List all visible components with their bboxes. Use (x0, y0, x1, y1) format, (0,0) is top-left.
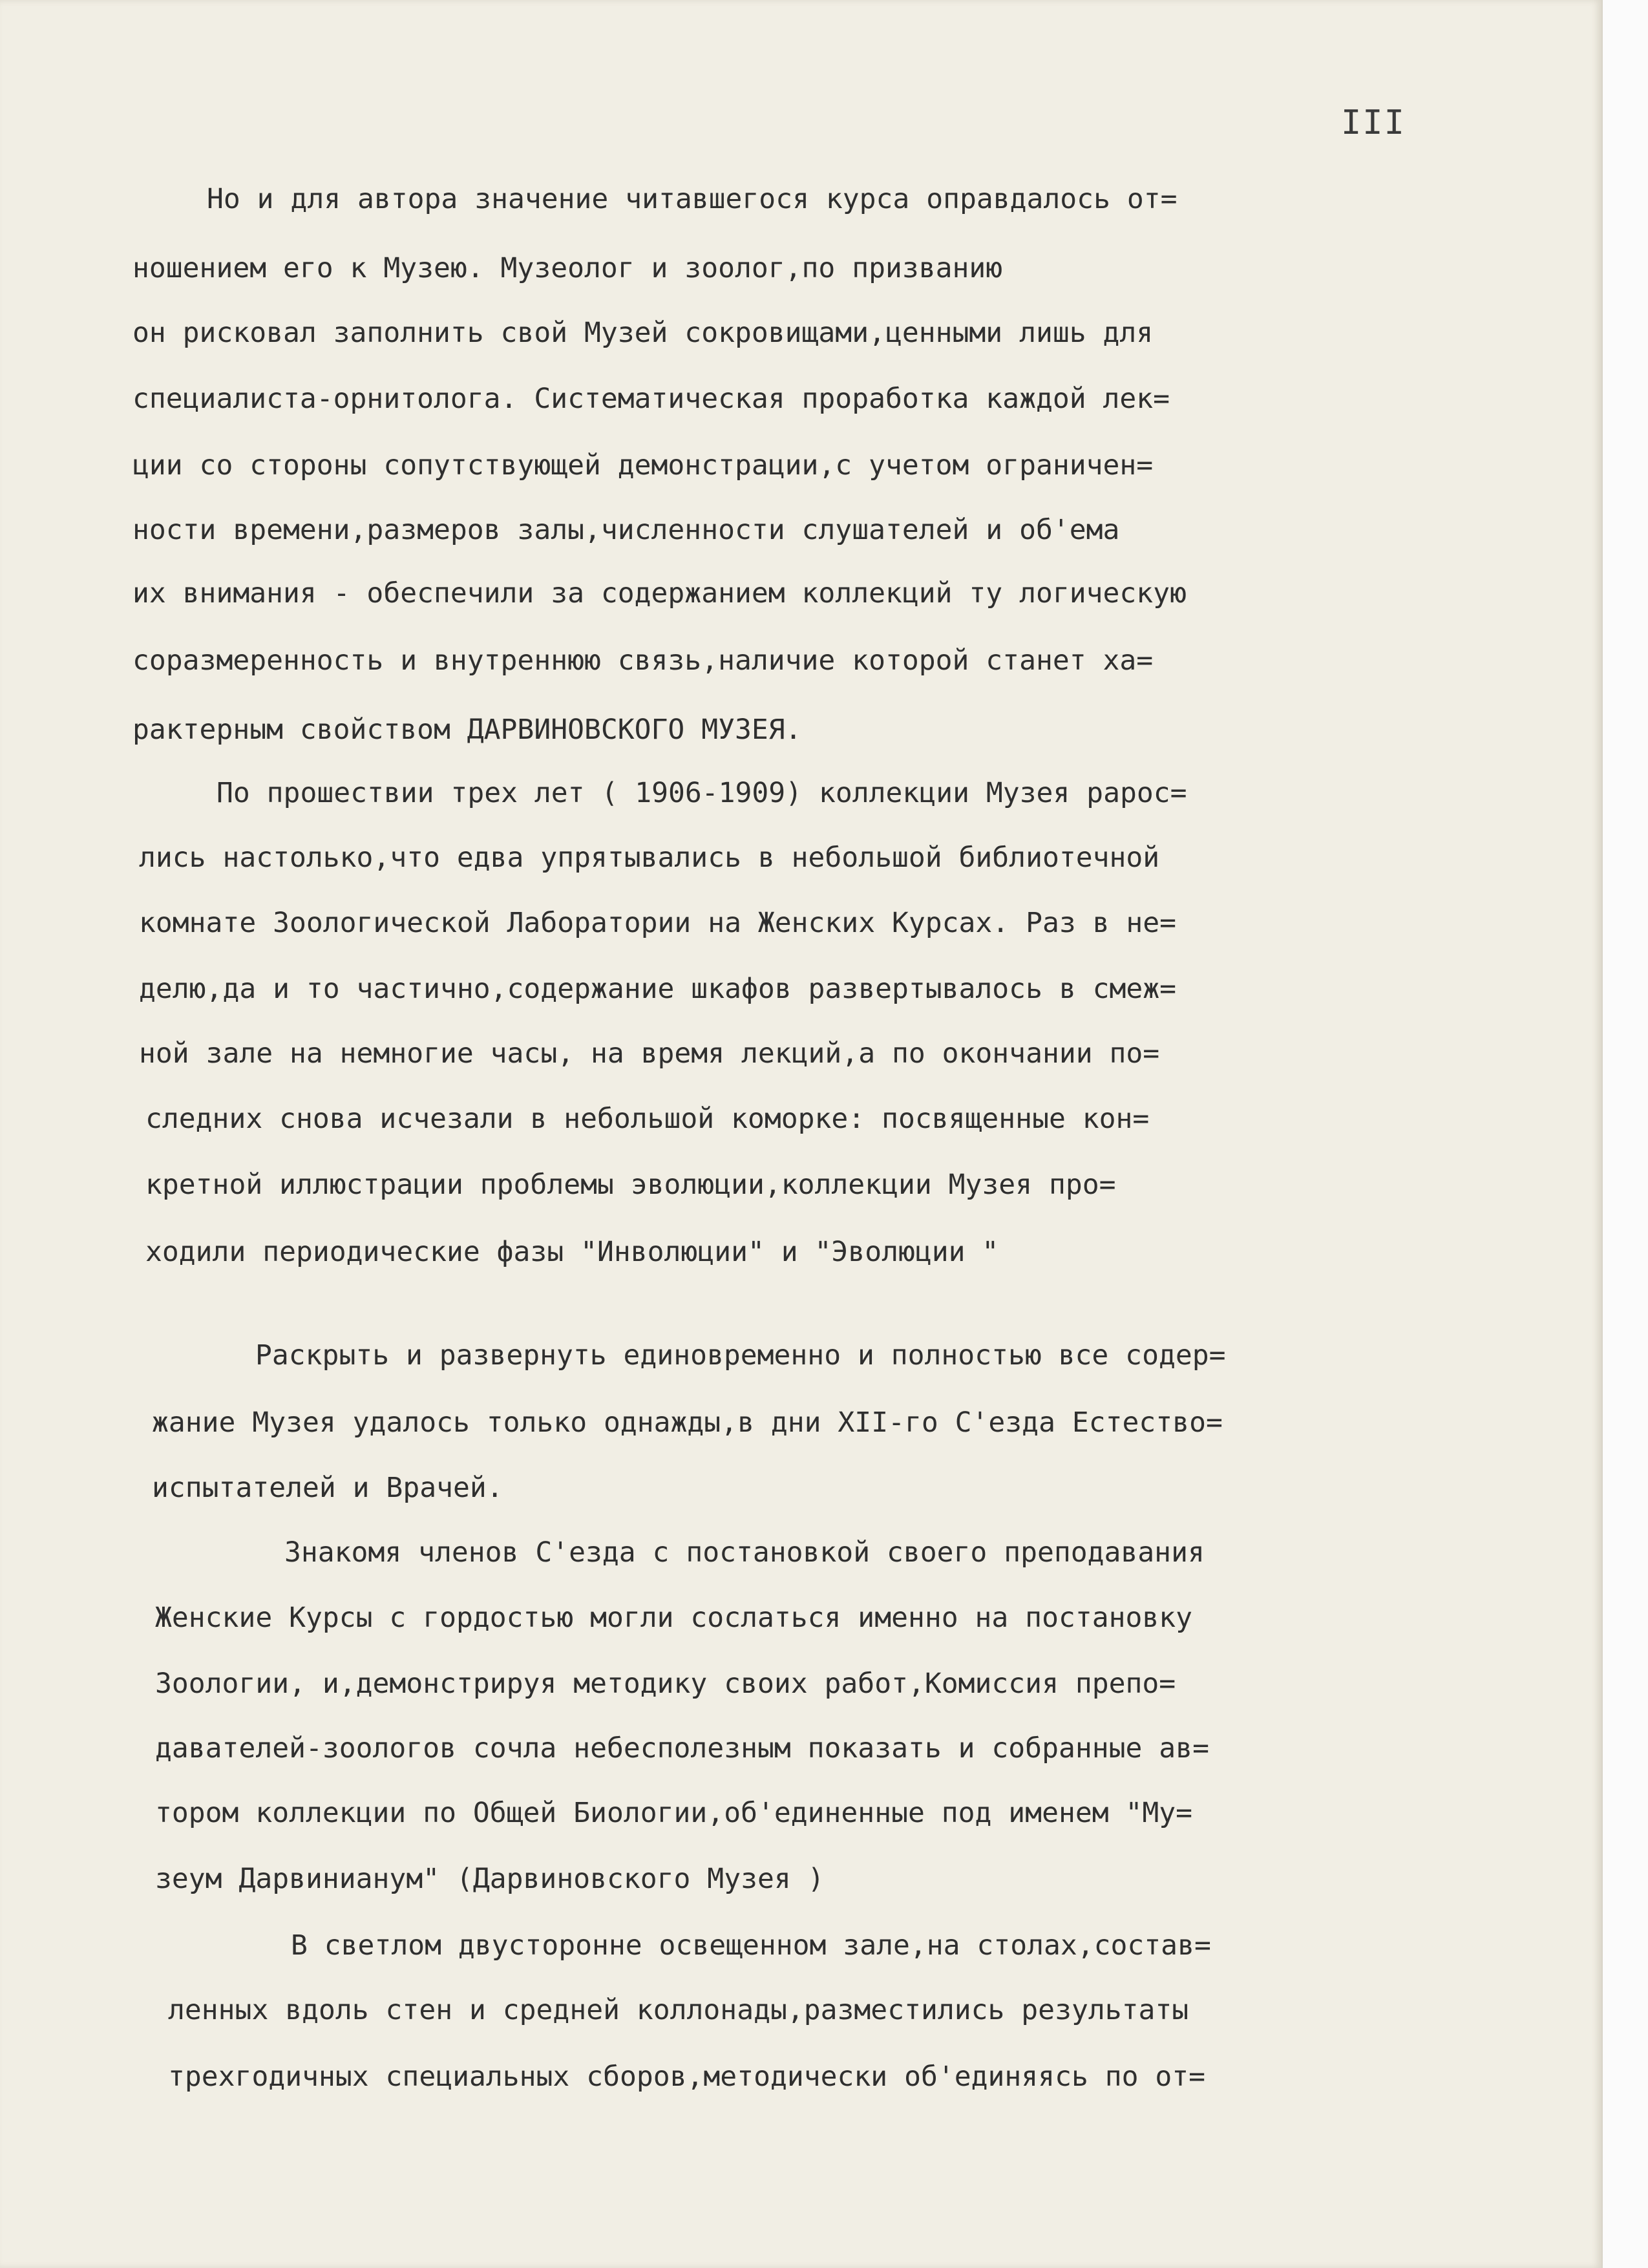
text-line: соразмеренность и внутреннюю связь,наличие которой станет ха= (132, 644, 1154, 677)
text-line: Зоологии, и,демонстрируя методику своих работ,Комиссия препо= (155, 1668, 1176, 1700)
text-line: Знакомя членов С'езда с постановкой своего преподавания (284, 1536, 1205, 1569)
page-edge (1601, 0, 1648, 2268)
text-line: трехгодичных специальных сборов,методически об'единяясь по от= (168, 2061, 1206, 2093)
text-line: ности времени,размеров залы,численности слушателей и об'ема (132, 514, 1120, 546)
text-line: рактерным свойством ДАРВИНОВСКОГО МУЗЕЯ. (132, 714, 802, 746)
text-line: Раскрыть и развернуть единовременно и полностью все содер= (255, 1339, 1226, 1372)
text-line: ции со стороны сопутствующей демонстрации,с учетом ограничен= (132, 449, 1154, 482)
text-line: кретной иллюстрации проблемы эволюции,коллекции Музея про= (145, 1169, 1116, 1201)
text-line: комнате Зоологической Лаборатории на Женских Курсах. Раз в не= (139, 907, 1177, 939)
text-line: По прошествии трех лет ( 1906-1909) коллекции Музея рарос= (217, 777, 1187, 809)
text-line: ходили периодические фазы "Инволюции" и "Эволюции " (145, 1236, 999, 1268)
text-line: тором коллекции по Общей Биологии,об'единенные под именем "Му= (155, 1797, 1193, 1829)
text-line: Но и для автора значение читавшегося курса оправдалось от= (207, 183, 1178, 215)
text-line: жание Музея удалось только однажды,в дни XII-го С'езда Естество= (152, 1406, 1223, 1439)
page-number: III (1341, 103, 1406, 142)
text-line: испытателей и Врачей. (152, 1472, 503, 1504)
text-line: их внимания - обеспечили за содержанием коллекций ту логическую (132, 577, 1187, 609)
text-line: Женские Курсы с гордостью могли сослаться именно на постановку (155, 1602, 1193, 1634)
text-line: ношением его к Музею. Музеолог и зоолог,по призванию (132, 252, 1003, 284)
text-line: делю,да и то частично,содержание шкафов развертывалось в смеж= (139, 973, 1177, 1005)
text-line: специалиста-орнитолога. Систематическая проработка каждой лек= (132, 383, 1170, 415)
text-line: он рисковал заполнить свой Музей сокровищами,ценными лишь для (132, 317, 1154, 349)
text-line: следних снова исчезали в небольшой коморке: посвященные кон= (145, 1103, 1150, 1135)
text-line: ленных вдоль стен и средней коллонады,разместились результаты (168, 1994, 1189, 2026)
text-line: ной зале на немногие часы, на время лекций,а по окончании по= (139, 1037, 1160, 1070)
text-line: В светлом двусторонне освещенном зале,на столах,состав= (291, 1929, 1211, 1962)
text-line: лись настолько,что едва упрятывались в небольшой библиотечной (139, 842, 1160, 874)
text-line: зеум Дарвинианум" (Дарвиновского Музея ) (155, 1863, 825, 1895)
text-line: давателей-зоологов сочла небесполезным показать и собранные ав= (155, 1732, 1209, 1765)
